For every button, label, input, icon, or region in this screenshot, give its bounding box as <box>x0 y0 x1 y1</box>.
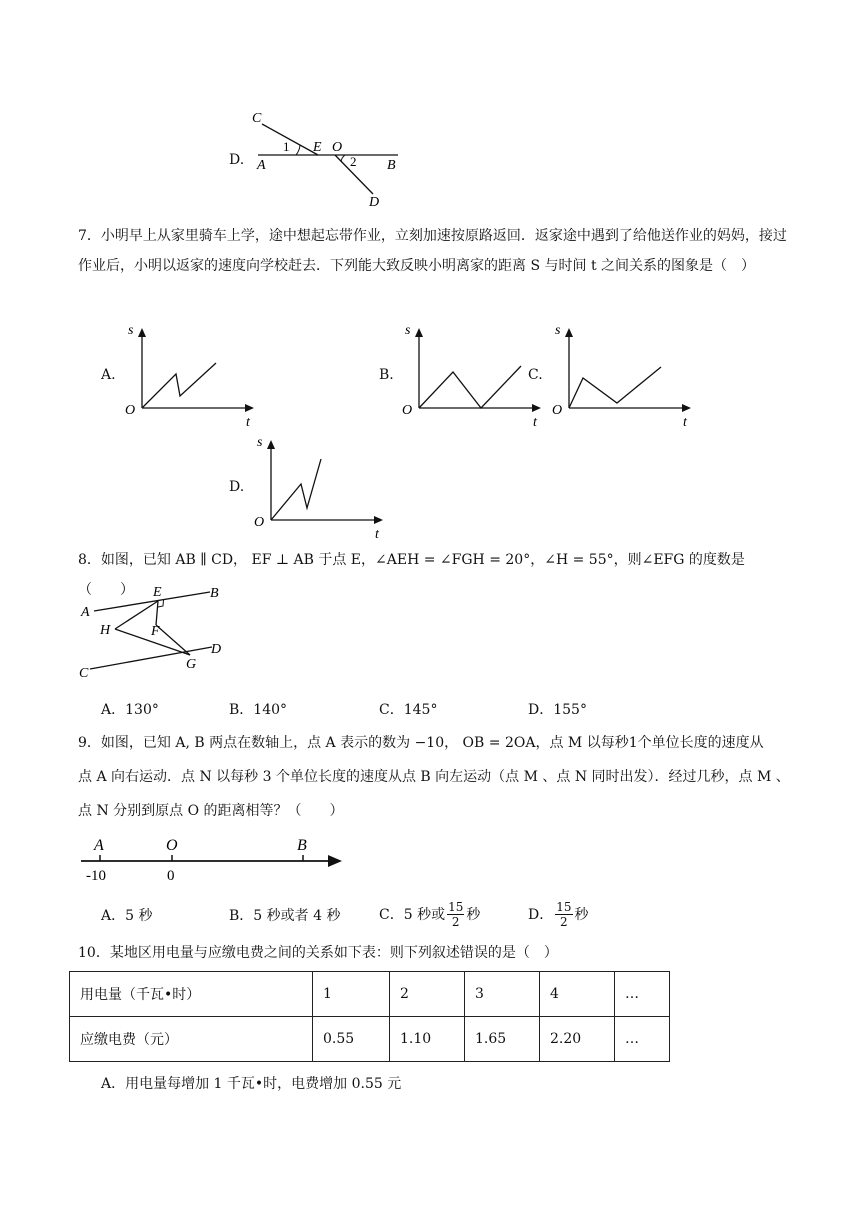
q9-line-1: 9．如图，已知 A, B 两点在数轴上，点 A 表示的数为 −10， OB = 2OA，点 M 以每秒1个单位长度的速度从 <box>78 735 764 751</box>
q8-point-c: C <box>79 666 89 681</box>
q6-angle-figure <box>240 100 410 212</box>
q8-point-a: A <box>81 605 90 620</box>
q9-line-3: 点 N 分别到原点 O 的距离相等？（ ） <box>78 803 344 819</box>
q8-option-c: C．145° <box>379 702 438 718</box>
point-a-label: A <box>257 158 266 173</box>
table-row <box>70 972 670 1017</box>
table-cell: 4 <box>540 972 615 1017</box>
graph-line <box>569 367 661 408</box>
y-axis-arrow <box>415 328 423 337</box>
table-cell: … <box>615 1017 670 1062</box>
y-axis-arrow <box>138 328 146 337</box>
q7-graph-b <box>395 320 545 428</box>
q7-option-b-label: B. <box>379 367 394 383</box>
q9-option-a: A．5 秒 <box>101 908 153 924</box>
q7-option-c-label: C. <box>528 367 543 383</box>
graph-line <box>419 366 521 408</box>
origin-label: O <box>125 403 136 418</box>
q9-option-c-fraction: 15 2 <box>448 899 464 929</box>
q10-text: 10．某地区用电量与应缴电费之间的关系如下表：则下列叙述错误的是（ ） <box>78 945 558 961</box>
point-o-label: O <box>332 140 343 155</box>
point-e-label: E <box>313 140 322 155</box>
q7-graph-d <box>247 432 387 540</box>
x-axis-label: t <box>375 527 379 540</box>
table-cell: 2 <box>390 972 465 1017</box>
point-d-label: D <box>369 195 380 210</box>
y-axis-arrow <box>267 440 275 449</box>
q9-option-c: C． 5 秒或 15 2 秒 <box>379 899 481 929</box>
q8-point-g: G <box>186 657 197 672</box>
table-cell: 3 <box>465 972 540 1017</box>
table-cell: 应缴电费（元） <box>70 1017 313 1062</box>
table-row <box>70 1017 670 1062</box>
q8-point-e: E <box>153 585 162 600</box>
q9-point-b: B <box>297 837 307 854</box>
q8-option-d: D．155° <box>528 702 587 718</box>
table-cell: 0.55 <box>313 1017 390 1062</box>
graph-line <box>271 459 321 520</box>
q7-text: 7．小明早上从家里骑车上学，途中想起忘带作业，立刻加速按原路返回．返家途中遇到了给他送作业的妈妈，接过作业后，小明以返家的速度向学校赶去．下列能大致反映小明离家的距离 S 与时间 t 之间关系的图象是（ ） <box>78 228 787 274</box>
q10-electricity-table <box>69 971 670 1062</box>
q8-option-b: B．140° <box>229 702 288 718</box>
x-axis-arrow <box>532 404 541 412</box>
table-cell: 1.65 <box>465 1017 540 1062</box>
q8-point-b: B <box>210 586 219 601</box>
q8-option-a: A．130° <box>101 702 159 718</box>
q9-point-o: O <box>166 837 178 854</box>
table-cell: … <box>615 972 670 1017</box>
graph-line <box>142 363 216 408</box>
point-c-label: C <box>252 111 262 126</box>
q8-point-d: D <box>211 642 222 657</box>
origin-label: O <box>254 515 265 530</box>
q8-point-f: F <box>151 624 160 639</box>
q7-graph-a <box>118 320 258 428</box>
q9-option-d-fraction: 15 2 <box>556 899 572 929</box>
x-axis-label: t <box>683 415 687 428</box>
q7-option-d-label: D. <box>229 479 245 495</box>
table-cell: 用电量（千瓦•时） <box>70 972 313 1017</box>
table-cell: 2.20 <box>540 1017 615 1062</box>
q8-figure <box>72 580 232 682</box>
distance-time-curve <box>271 459 321 520</box>
y-axis-arrow <box>565 328 573 337</box>
distance-time-curve <box>142 363 216 408</box>
q7-option-a-label: A. <box>101 367 116 383</box>
y-axis-label: s <box>555 323 561 338</box>
table-cell: 1.10 <box>390 1017 465 1062</box>
q9-line-2: 点 A 向右运动．点 N 以每秒 3 个单位长度的速度从点 B 向左运动（点 M 、点 N 同时出发）．经过几秒，点 M 、 <box>78 769 790 785</box>
q9-value-a: -10 <box>86 868 106 884</box>
x-axis-label: t <box>246 415 250 428</box>
origin-label: O <box>552 403 563 418</box>
x-axis-label: t <box>533 415 537 428</box>
x-axis-arrow <box>374 516 383 524</box>
q9-option-d: D． 15 2 秒 <box>528 899 589 929</box>
y-axis-label: s <box>128 323 134 338</box>
angle-2-label: 2 <box>350 154 357 169</box>
angle-1-label: 1 <box>283 139 290 154</box>
y-axis-label: s <box>405 323 411 338</box>
q9-point-a: A <box>94 837 104 854</box>
point-b-label: B <box>387 158 396 173</box>
distance-time-curve <box>569 367 661 408</box>
q10-option-a: A．用电量每增加 1 千瓦•时，电费增加 0.55 元 <box>101 1076 402 1092</box>
q7-graph-c <box>545 320 695 428</box>
x-axis-arrow <box>682 404 691 412</box>
table-cell: 1 <box>313 972 390 1017</box>
y-axis-label: s <box>257 435 263 450</box>
origin-label: O <box>402 403 413 418</box>
q6-option-d-label: D. <box>229 152 245 168</box>
q9-value-o: 0 <box>167 868 175 884</box>
q8-text: 8．如图，已知 AB ∥ CD， EF ⊥ AB 于点 E，∠AEH = ∠FGH = 20°，∠H = 55°，则∠EFG 的度数是（ ） <box>78 552 745 598</box>
q8-point-h: H <box>100 623 111 638</box>
q9-number-line <box>78 832 348 884</box>
x-axis-arrow <box>245 404 254 412</box>
q9-option-b: B．5 秒或者 4 秒 <box>229 908 341 924</box>
distance-time-curve <box>419 366 521 408</box>
